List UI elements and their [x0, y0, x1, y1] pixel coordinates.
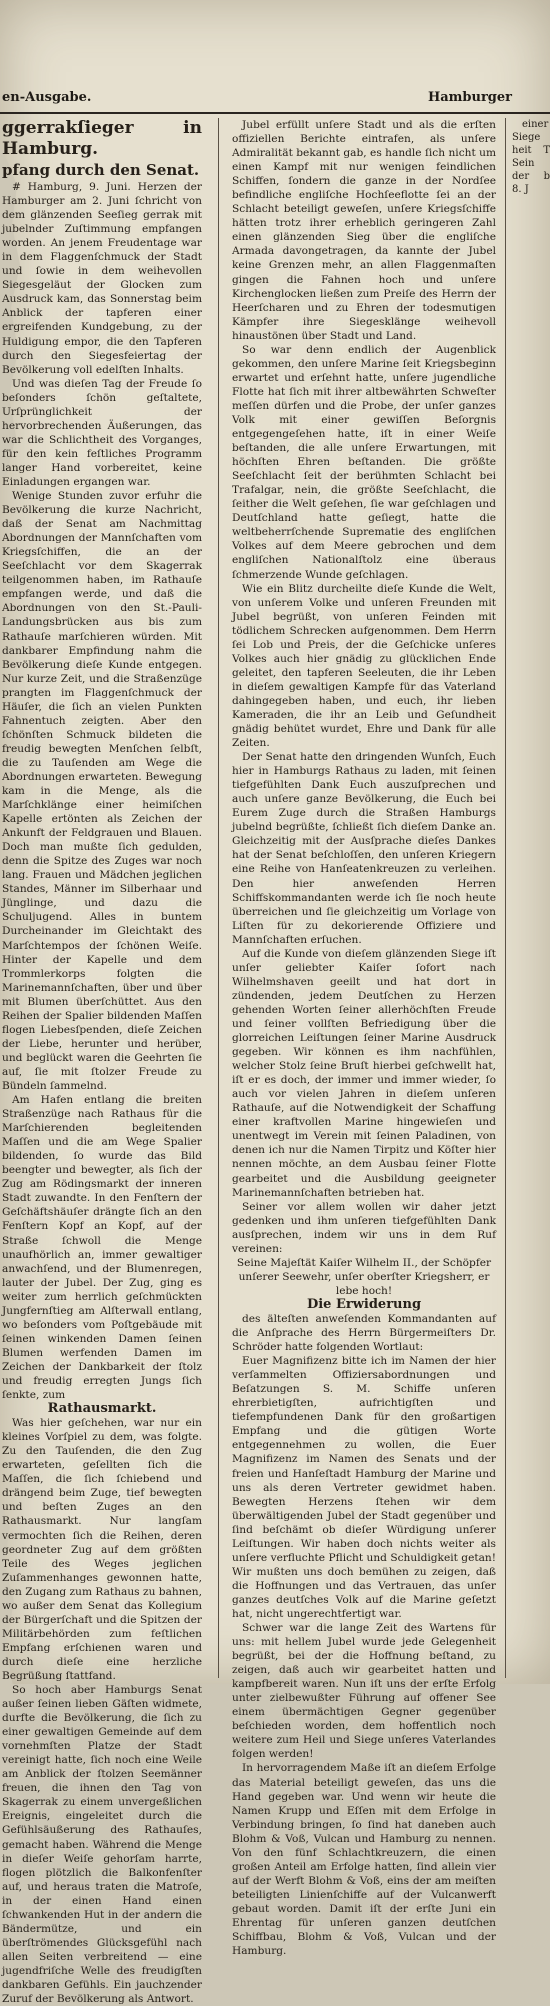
paragraph: In hervorragendem Maße iſt an dieſem Erfolge das Material beteiligt geweſen, das uns die Hand gegeben war. Und wenn wir heute die Namen Krupp und Eſſen mit dem Erfolge in Verbindung bringen, ſo ſind hat daneben auch Blohm & Voß, Vulcan und Hamburg zu nennen. Von den fünf Schlachtkreuzern, die einen großen Anteil am Erfolge hatten, ſind allein vier auf der Werft Blohm & Voß, eins der am meiſten beteiligten Linienſchiffe auf der Vulcanwerft gebaut worden. Damit iſt der erſte Juni ein Ehrentag für unſeren ganzen deutſchen Schiffbau, Blohm & Voß, Vulcan und der Hamburg.	[232, 1762, 496, 1958]
paragraph: Seiner vor allem wollen wir daher jetzt gedenken und ihm unſeren tiefgefühlten Dank ausſprechen, indem wir uns in dem Ruf vereinen:	[232, 1200, 496, 1255]
paragraph: Wie ein Blitz durcheilte dieſe Kunde die Welt, von unſerem Volke und unſeren Freunden mit Jubel begrüßt, von unſeren Feinden mit tödlichem Schrecken aufgenommen. Dem Herrn ſei Lob und Preis, der die Geſchicke unſeres Volkes auch hier gnädig zu glücklichen Ende geleitet, den tapferen Seeleuten, die ihr Leben in dieſem gewaltigen Kampfe für das Vaterland dahingegeben haben, und euch, ihr lieben Kameraden, die ihr an Leib und Geſundheit gnädig behütet wurdet, Ehre und Dank für alle Zeiten.	[232, 582, 496, 750]
paragraph: des älteſten anweſenden Kommandanten auf die Anſprache des Herrn Bürgermeiſters Dr. Schröder hatte folgenden Wortlaut:	[232, 1312, 496, 1354]
paragraph: Jubel erfüllt unſere Stadt und als die erſten offiziellen Berichte eintrafen, als unſere Admiralität bekannt gab, es handle ſich nicht um einen Kampf mit nur wenigen feindlichen Schiffen, ſondern die ganze in der Nordſee befindliche engliſche Hochſeeflotte ſei an der Schlacht beteiligt geweſen, unſere Kriegsſchiffe hätten trotz ihrer erheblich geringeren Zahl einen glänzenden Sieg über die engliſche Armada davongetragen, da kannte der Jubel keine Grenzen mehr, an allen Flaggenmaſten gingen die Fahnen hoch und unſere Kirchenglocken ließen zum Preiſe des Herrn der Heerſcharen und zu Ehren der todesmutigen Kämpfer ihre Siegesklänge weihevoll hinaustönen über Stadt und Land.	[232, 119, 496, 342]
paragraph: So hoch aber Hamburgs Senat außer ſeinen lieben Gäſten widmete, durfte die Bevölkerung, die ſich zu einer gewaltigen Gemeinde auf dem vornehmſten Platze der Stadt vereinigt hatte, ſich noch eine Weile am Anblick der ſtolzen Seemänner freuen, die ihnen den Tag von Skagerrak zu einem unvergeßlichen Ereignis, eingeleitet durch die Gefühlsäußerung des Rathauſes, gemacht haben. Während die Menge in dieſer Weiſe gehorſam harrte, flogen plötzlich die Balkonfenſter auf, und heraus traten die Matroſe, in der einen Hand einen ſchwankenden Hut in der andern die Bändermütze, und ein überſtrömendes Glücksgefühl nach allen Seiten verbreitend — eine jugendfriſche Welle des freudigſten dankbaren Gefühls. Ein jauchzender Zuruf der Bevölkerung als Antwort.	[2, 1684, 202, 2006]
paragraph: # Hamburg, 9. Juni. Herzen der Hamburger am 2. Juni ſchricht von dem glänzenden Seeſieg gerrak mit jubelnder Zuſtimmung empfangen worden. An jenem Freudentage war in dem Flaggenſchmuck der Stadt und ſowie in dem weihevollen Siegesgeläut der Glocken zum Ausdruck kam, das Sonnerstag beim Anblick der tapferen einer ergreifenden Kundgebung, zu der Huldigung empor, die den Tapferen durch den Siegesfeiertag der Bevölkerung voll edelſten Inhalts.	[2, 181, 202, 376]
paragraph: Am Hafen entlang die breiten Straßenzüge nach Rathaus für die Marſchierenden begleitenden Maſſen und die am Wege Spalier bildenden, ſo wurde das Bild beengter und bewegter, als ſich der Zug am Rödingsmarkt der inneren Stadt zuwandte. In den Fenſtern der Geſchäftshäuſer drängte ſich an den Fenſtern Kopf an Kopf, auf der Straße ſchwoll die Menge unaufhörlich an, immer gewaltiger anwachſend, und der Blumenregen, lauter der Jubel. Der Zug, ging es weiter zum herrlich geſchmückten Jungfernſtieg am Alſterwall entlang, wo beſonders vom Poſtgebäude mit ſeinen winkenden Damen ſeinen Blumen werfenden Damen im Zeichen der Dankbarkeit der ſtolz und freudig erregten Jungs ſich ſenkte, zum	[2, 1094, 202, 1402]
column-rule	[218, 118, 219, 1678]
article-subhead: pfang durch den Senat.	[2, 161, 200, 179]
paragraph: Wenige Stunden zuvor erfuhr die Bevölkerung die kurze Nachricht, daß der Senat am Nachmittag Abordnungen der Mannſchaften vom Kriegsſchiffen, die an der Seeſchlacht vor dem Skagerrak teilgenommen haben, im Rathauſe empfangen werde, und daß die Abordnungen von den St.-Pauli-Landungsbrücken aus bis zum Rathauſe marſchieren würden. Mit dankbarer Empfindung nahm die Bevölkerung dieſe Kunde entgegen. Nur kurze Zeit, und die Straßenzüge prangten im Flaggenſchmuck der Häuſer, die ſich an vielen Punkten Fahnentuch zeigten. Aber den ſchönſten Schmuck bildeten die freudig bewegten Menſchen ſelbſt, die zu Tauſenden am Wege die Abordnungen erwarteten. Bewegung kam in die Menge, als die Marſchklänge einer heimiſchen Kapelle ertönten als Zeichen der Ankunft der Feldgrauen und Blauen. Doch man mußte ſich gedulden, denn die Spitze des Zuges war noch lang. Frauen und Mädchen jeglichen Standes, Männer im Silberhaar und Jünglinge, und dazu die Schuljugend. Alles in buntem Durcheinander im Gleichtakt des Marſchtempos der ſchönen Weiſe. Hinter der Kapelle und dem Trommlerkorps folgten die Marinemannſchaften, über und über mit Blumen überſchüttet. Aus den Reihen der Spalier bildenden Maſſen flogen Liebesſpenden, dieſe Zeichen der Liebe, herunter und herüber, und beglückt waren die Geehrten ſie auf, ſie mit ſtolzer Freude zu Bündeln ſammelnd.	[2, 490, 202, 1092]
article-column-middle	[232, 118, 496, 1958]
paragraph: Schwer war die lange Zeit des Wartens für uns: mit hellem Jubel wurde jede Gelegenheit begrüßt, bei der die Hoffnung beſtand, zu zeigen, daß auch wir gearbeitet hatten und kampfbereit waren. Nun iſt uns der erſte Erfolg unter zielbewußter Führung auf offener See einem übermächtigen Gegner gegenüber beſchieden worden, dem hoffentlich noch weitere zum Heil und Siege unſeres Vaterlandes folgen werden!	[232, 1622, 496, 1761]
masthead-label: Hamburger	[427, 90, 512, 105]
article-column-left	[2, 118, 202, 2006]
toast-paragraph: Seine Majeſtät Kaiſer Wilhelm II., der Schöpfer unſerer Seewehr, unſer oberſter Kriegsherr, er lebe hoch!	[236, 1256, 492, 1297]
paragraph: Was hier geſchehen, war nur ein kleines Vorſpiel zu dem, was folgte. Zu den Tauſenden, die den Zug erwarteten, geſellten ſich die Maſſen, die ſich ſchiebend und drängend beim Zuge, tief bewegten und beſten Zuges an den Rathausmarkt. Nur langſam vermochten ſich die Reihen, deren geordneter Zug auf dem größten Teile des Weges jeglichen Zuſammenhanges gewonnen hatte, den Zugang zum Rathaus zu bahnen, wo außer dem Senat das Kollegium der Bürgerſchaft und die Spitzen der Militärbehörden zum feſtlichen Empfang erſchienen waren und durch dieſe eine herzliche Begrüßung ſtattfand.	[2, 1417, 202, 1682]
edition-label: en-Ausgabe.	[2, 90, 92, 105]
article-column-right-fragment	[512, 118, 550, 196]
paragraph: Und was dieſen Tag der Freude ſo beſonders ſchön geſtaltete, Urſprünglichkeit der hervorbrechenden Äußerungen, das war die Schlichtheit des Vorganges, für den kein feſtliches Programm langer Hand vorbereitet, keine Einladungen ergangen war.	[2, 377, 202, 488]
section-heading: Rathausmarkt.	[47, 1401, 157, 1417]
paragraph: Euer Magnifizenz bitte ich im Namen der hier verſammelten Offiziersabordnungen und Beſatzungen S. M. Schiffe unſeren ehrerbietigſten, aufrichtigſten und tiefempfundenen Dank für den großartigen Empfang und die gütigen Worte entgegennehmen zu wollen, die Euer Magnifizenz im Namen des Senats und der freien und Hanſeſtadt Hamburg der Marine und uns als deren Vertreter gewidmet haben. Bewegten Herzens ſtehen wir dem überwältigenden Jubel der Stadt gegenüber und ſind beſchämt ob dieſer Würdigung unſerer Leiſtungen. Wir haben doch nichts weiter als unſere verfluchte Pflicht und Schuldigkeit getan! Wir mußten uns doch bemühen zu zeigen, daß die Hoffnungen und das Vertrauen, das unſer ganzes deutſches Volk auf die Marine geſetzt hat, nicht ungerechtfertigt war.	[232, 1355, 496, 1620]
paragraph: Auf die Kunde von dieſem glänzenden Siege iſt unſer geliebter Kaiſer ſofort nach Wilhelmshaven geeilt und hat dort in zündenden, jedem Deutſchen zu Herzen gehenden Worten ſeiner allerhöchſten Freude und ſeiner vollſten Befriedigung über die glorreichen Leiſtungen ſeiner Marine Ausdruck gegeben. Wir können es ihm nachfühlen, welcher Stolz ſeine Bruſt hierbei geſchwellt hat, iſt er es doch, der immer und immer wieder, ſo auch vor vielen Jahren in dieſem unſeren Rathauſe, auf die Notwendigkeit der Schaffung einer kraftvollen Marine hingewieſen und unentwegt im Verein mit ſeinen Paladinen, von denen ich nur die Namen Tirpitz und Köſter hier nennen möchte, an dem Ausbau ſeiner Flotte gearbeitet und die Ausbildung geeigneter Marinemannſchaften betrieben hat.	[232, 947, 496, 1199]
paragraph: einer Siege heit T Sein der b 8. J	[512, 119, 550, 195]
paragraph: Der Senat hatte den dringenden Wunſch, Euch hier in Hamburgs Rathaus zu laden, mit ſeinen tiefgefühlten Dank Euch auszuſprechen und auch unſere ganze Bevölkerung, die Euch bei Eurem Zuge durch die Straßen Hamburgs jubelnd begrüßte, ſchließt ſich dieſem Danke an. Gleichzeitig mit der Ausſprache dieſes Dankes hat der Senat beſchloſſen, den unſeren Kriegern eine Reihe von Hanſeatenkreuzen zu verleihen. Den hier anweſenden Herren Schiffskommandanten werde ich ſie noch heute überreichen und ſie gleichzeitig um Vorlage von Liſten für zu dekorierende Offiziere und Mannſchaften erſuchen.	[232, 751, 496, 946]
paragraph: So war denn endlich der Augenblick gekommen, den unſere Marine ſeit Kriegsbeginn erwartet und erſehnt hatte, unſere jugendliche Flotte hat ſich mit ihrer altbewährten Schweſter meſſen dürfen und die Probe, der unſer ganzes Volk mit einer gewiſſen Beſorgnis entgegengeſehen hatte, iſt in einer Weiſe beſtanden, die alle unſere Erwartungen, mit höchſten Ehren beſtanden. Die größte Seeſchlacht ſeit der berühmten Schlacht bei Trafalgar, nein, die größte Seeſchlacht, die ſeither die Welt geſehen, ſie war geſchlagen und Deutſchland hatte geſiegt, hatte die weltbeherrſchende Suprematie des engliſchen Volkes auf dem Meere gebrochen und dem engliſchen Nationalſtolz eine überaus ſchmerzende Wunde geſchlagen.	[232, 343, 496, 581]
page-header	[0, 88, 550, 114]
column-rule	[505, 118, 506, 1678]
article-headline: ggerrakſieger in Hamburg.	[2, 118, 202, 159]
section-heading: Die Erwiderung	[306, 1296, 422, 1312]
